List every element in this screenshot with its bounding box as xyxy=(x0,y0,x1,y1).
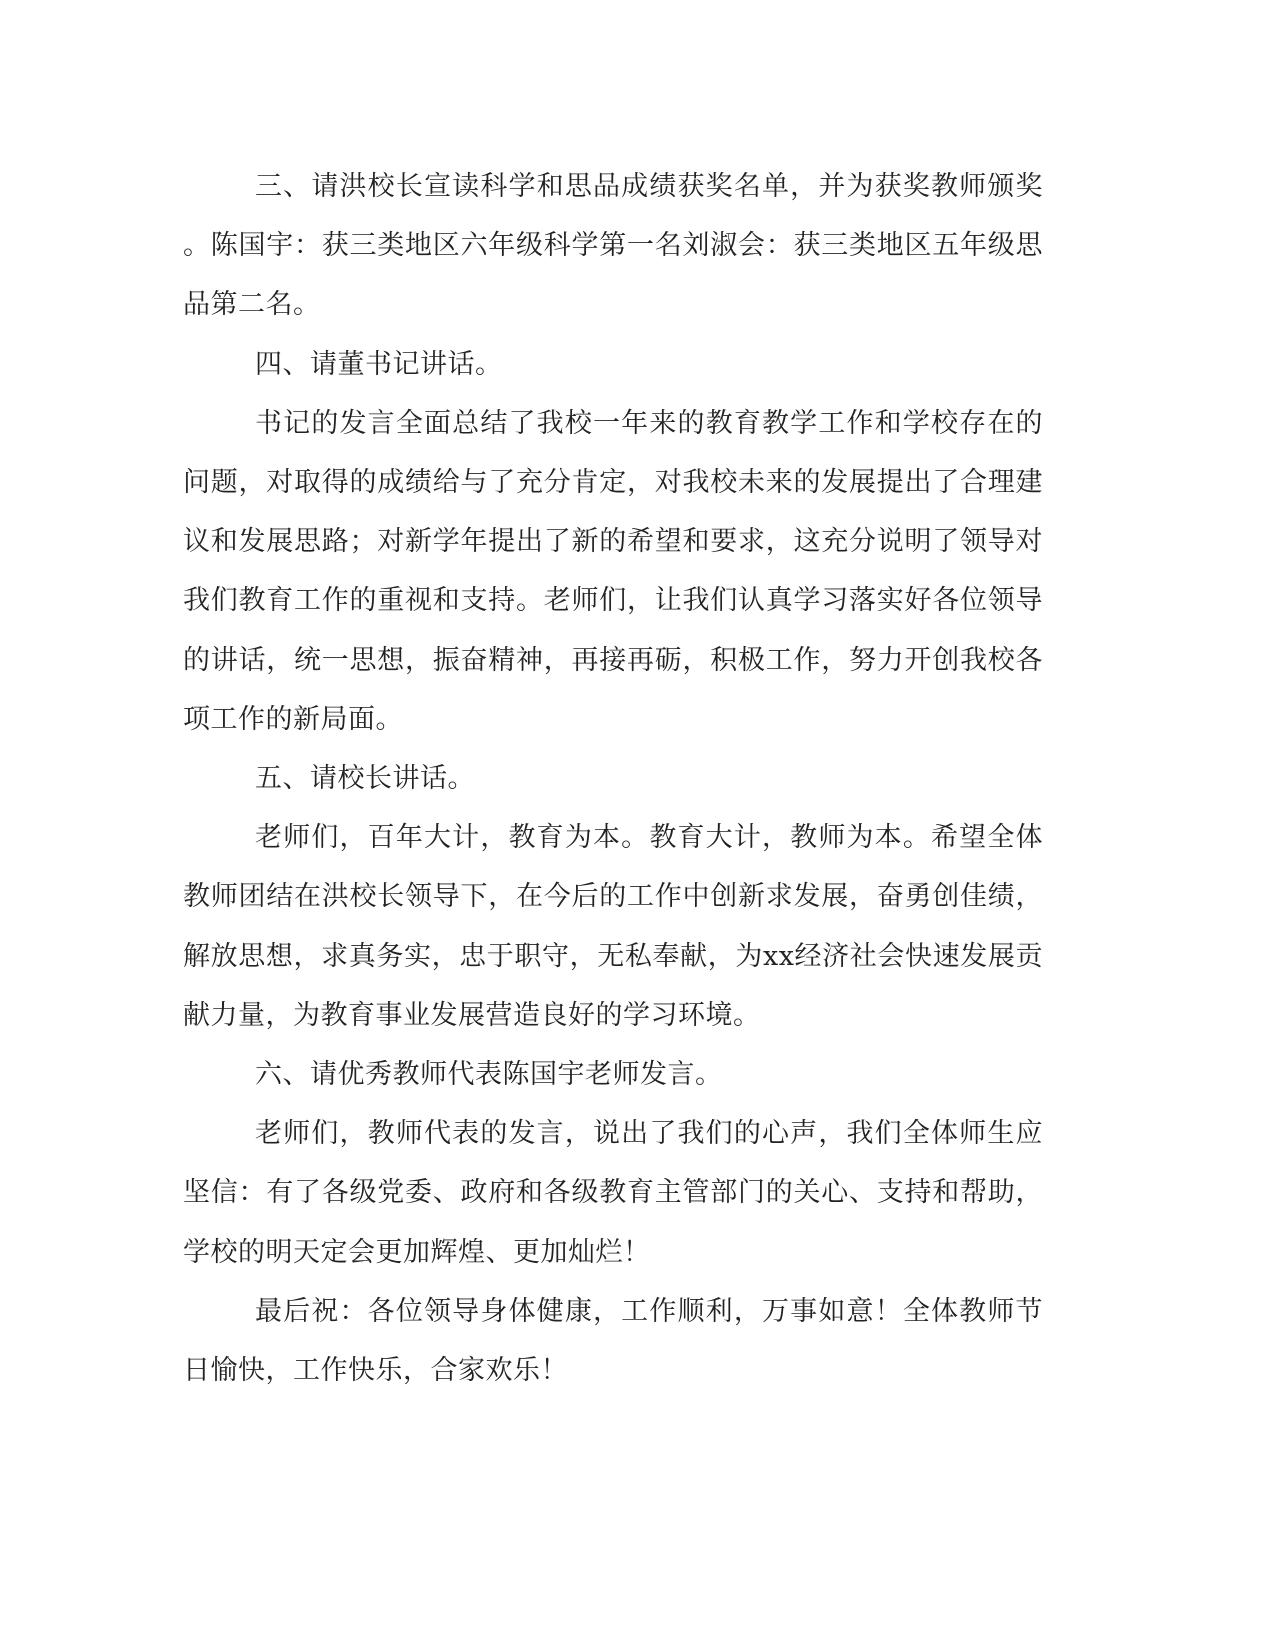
paragraph-secretary-speech-summary: 书记的发言全面总结了我校一年来的教育教学工作和学校存在的问题，对取得的成绩给与了充分肯定，对我校未来的发展提出了合理建议和发展思路；对新学年提出了新的希望和要求，这充分说明了领导对我们教育工作的重视和支持。老师们，让我们认真学习落实好各位领导的讲话，统一思想，振奋精神，再接再砺，积极工作，努力开创我校各项工作的新局面。 xyxy=(183,407,1043,735)
paragraph-principal-speech-heading: 五、请校长讲话。 xyxy=(255,763,475,795)
document-body xyxy=(183,157,1043,1400)
paragraph-teacher-representative-summary: 老师们，教师代表的发言，说出了我们的心声，我们全体师生应坚信：有了各级党委、政府和各级教育主管部门的关心、支持和帮助，学校的明天定会更加辉煌、更加灿烂！ xyxy=(183,1118,1043,1268)
paragraph-principal-speech-summary: 老师们，百年大计，教育为本。教育大计，教师为本。希望全体教师团结在洪校长领导下，在今后的工作中创新求发展，奋勇创佳绩，解放思想，求真务实，忠于职守，无私奉献，为xx经济社会快速发展贡献力量，为教育事业发展营造良好的学习环境。 xyxy=(183,822,1043,1031)
paragraph-teacher-representative-heading: 六、请优秀教师代表陈国宇老师发言。 xyxy=(255,1059,723,1091)
paragraph-closing-wishes: 最后祝：各位领导身体健康，工作顺利，万事如意！全体教师节日愉快，工作快乐，合家欢乐！ xyxy=(183,1295,1043,1387)
paragraph-secretary-speech-heading: 四、请董书记讲话。 xyxy=(255,348,503,380)
paragraph-award-list: 三、请洪校长宣读科学和思品成绩获奖名单，并为获奖教师颁奖。陈国宇：获三类地区六年级科学第一名刘淑会：获三类地区五年级思品第二名。 xyxy=(183,171,1043,321)
